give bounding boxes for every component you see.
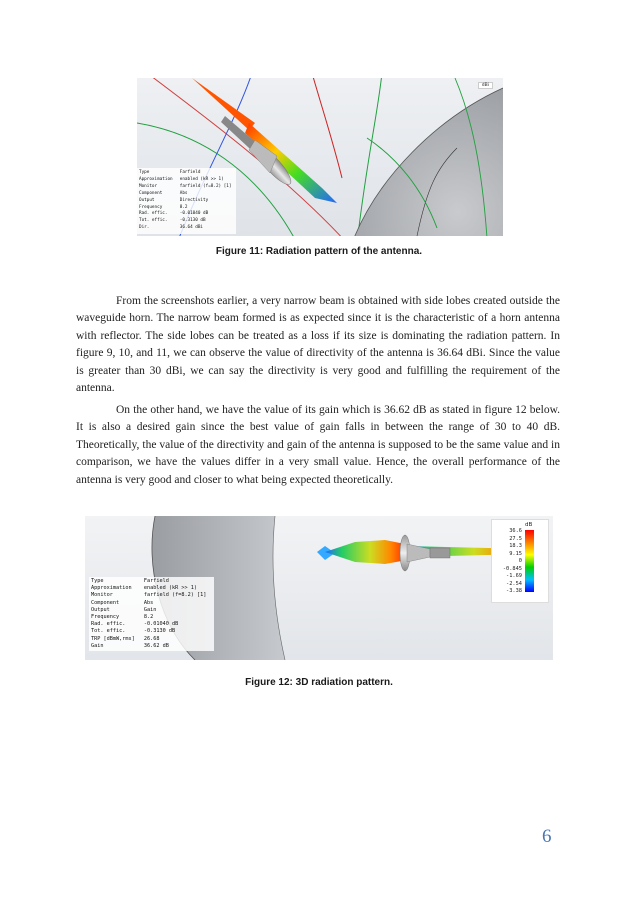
figure-11-caption: Figure 11: Radiation pattern of the antenna. — [215, 246, 423, 257]
info-row: Rad. effic. -0.01040 dB — [91, 621, 179, 628]
info-row: Tot. effic. -0.3130 dB — [91, 628, 176, 635]
legend-tick: -3.38 — [506, 588, 522, 594]
info-row: Approximation enabled (kR >> 1) — [91, 585, 197, 592]
legend-color-bar — [525, 530, 534, 592]
legend-tick: 9.15 — [509, 550, 522, 557]
info-row: Approximation enabled (kR >> 1) — [139, 176, 224, 182]
legend-tick: -1.69 — [506, 573, 522, 579]
info-row: Component Abs — [91, 599, 154, 606]
info-row: Type Farfield — [139, 170, 201, 175]
legend-tick: 18.3 — [509, 543, 522, 549]
paragraph-2: On the other hand, we have the value of its gain which is 36.62 dB as stated in figure 12 below. It is also a desired gain since the best value of gain falls in between the range of 30 to 40 dB. Theoretically, the value of the directivity and gain of the antenna is supposed to be the same value and in comparison, we have the values differ in a very small value. Hence, the overall performance of the antenna is very good and closer to what being expected theoretically. — [76, 404, 560, 486]
info-row: TRP [dBmW,rms] 26.68 — [91, 635, 160, 642]
figure-11-image — [137, 78, 503, 236]
info-row: Frequency 8.2 — [139, 204, 188, 210]
info-row: Rad. effic. -0.01040 dB — [139, 211, 209, 217]
color-scale-legend — [491, 519, 549, 603]
figure-12-caption: Figure 12: 3D radiation pattern. — [245, 677, 393, 688]
figure-12-image — [85, 516, 553, 660]
legend-tick: 27.5 — [509, 535, 522, 542]
info-row: Dir. 36.64 dBi — [139, 225, 204, 231]
legend-unit: dB — [525, 522, 533, 528]
info-row: Frequency 8.2 — [91, 614, 154, 621]
info-row: Monitor farfield (f=8.2) [1] — [91, 592, 207, 599]
info-row: Output Gain — [91, 606, 157, 613]
legend-tick: 36.6 — [509, 528, 522, 534]
page-number: 6 — [542, 826, 552, 847]
simulation-info-box — [89, 577, 214, 651]
legend-tick: 0 — [518, 558, 522, 564]
info-row: Tot. effic. -0.3130 dB — [139, 218, 206, 224]
directivity-unit-tag: dBi — [478, 82, 493, 89]
legend-tick: -0.845 — [502, 565, 522, 572]
info-row: Component Abs — [139, 190, 188, 196]
info-row: Type Farfield — [91, 578, 169, 584]
info-row: Gain 36.62 dB — [91, 642, 169, 649]
info-row: Monitor farfield (f=8.2) [1] — [139, 183, 232, 189]
legend-tick: -2.54 — [506, 580, 522, 587]
paragraph-1: From the screenshots earlier, a very narrow beam is obtained with side lobes created outside the waveguide horn. The narrow beam formed is as expected since it is the characteristic of a horn antenna with reflector. The side lobes can be treated as a loss if its size is dominating the radiation pattern. In figure 9, 10, and 11, we can observe the value of directivity of the antenna is 36.64 dBi. Since the value is greater than 30 dBi, we can say the directivity is very good and fulfilling the requirement of the antenna. — [76, 295, 560, 395]
info-row: Output Directivity — [139, 197, 209, 203]
simulation-info-box — [137, 168, 236, 234]
